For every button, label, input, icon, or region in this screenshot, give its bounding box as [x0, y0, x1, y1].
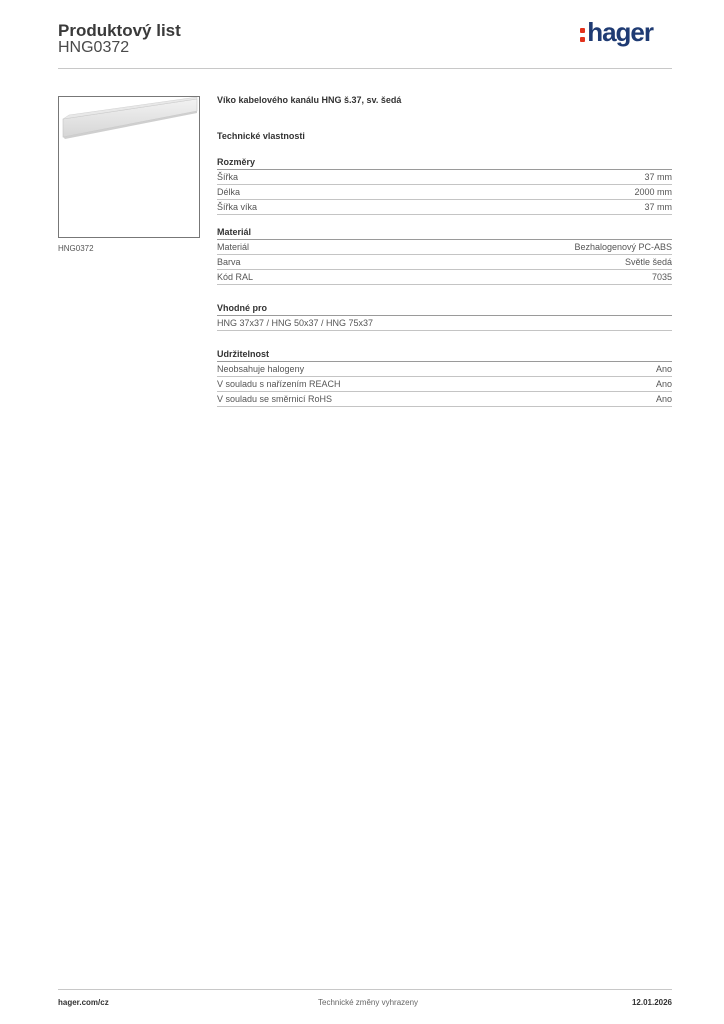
footer-date: 12.01.2026 — [631, 998, 672, 1007]
section-title: Rozměry — [217, 157, 672, 170]
product-image — [58, 96, 200, 238]
spec-value: Ano — [655, 394, 672, 404]
spec-value: 37 mm — [644, 202, 672, 212]
section-material — [217, 227, 672, 285]
spec-label: HNG 37x37 / HNG 50x37 / HNG 75x37 — [217, 318, 374, 328]
footer-divider — [58, 989, 672, 990]
hager-logo[interactable] — [580, 18, 653, 46]
section-title: Vhodné pro — [217, 303, 672, 316]
spec-value: Bezhalogenový PC-ABS — [574, 242, 672, 252]
spec-value: Ano — [655, 379, 672, 389]
product-code: HNG0372 — [58, 39, 130, 56]
spec-label: Barva — [217, 257, 241, 267]
spec-label: V souladu se směrnicí RoHS — [217, 394, 333, 404]
spec-value: Ano — [655, 364, 672, 374]
spec-label: Materiál — [217, 242, 250, 252]
section-sustainability — [217, 349, 672, 407]
spec-row — [217, 185, 672, 200]
spec-row — [217, 240, 672, 255]
section-title: Materiál — [217, 227, 672, 240]
spec-content — [217, 95, 672, 407]
spec-label: Šířka víka — [217, 202, 258, 212]
spec-row — [217, 316, 672, 331]
spec-value: 2000 mm — [634, 187, 672, 197]
spec-row — [217, 392, 672, 407]
spec-value: 7035 — [651, 272, 672, 282]
spec-value: 37 mm — [644, 172, 672, 182]
spec-row — [217, 377, 672, 392]
spec-label: Délka — [217, 187, 241, 197]
spec-row — [217, 270, 672, 285]
spec-row — [217, 362, 672, 377]
image-caption: HNG0372 — [58, 244, 94, 253]
section-suitable-for — [217, 303, 672, 331]
spec-label: Neobsahuje halogeny — [217, 364, 305, 374]
spec-row — [217, 170, 672, 185]
spec-label: V souladu s nařízením REACH — [217, 379, 341, 389]
logo-dots-icon — [580, 23, 586, 41]
spec-value: Světle šedá — [624, 257, 672, 267]
footer-notice: Technické změny vyhrazeny — [318, 998, 419, 1007]
section-title: Udržitelnost — [217, 349, 672, 362]
spec-row — [217, 255, 672, 270]
spec-label: Šířka — [217, 172, 239, 182]
section-dimensions — [217, 157, 672, 215]
footer-website-link[interactable]: hager.com/cz — [58, 998, 109, 1007]
header-divider — [58, 68, 672, 69]
logo-text: hager — [587, 17, 653, 47]
cable-cover-illustration — [59, 97, 199, 237]
page-title: Produktový list — [58, 21, 181, 40]
product-title: Víko kabelového kanálu HNG š.37, sv. šedá — [217, 95, 402, 105]
spec-label: Kód RAL — [217, 272, 254, 282]
spec-row — [217, 200, 672, 215]
tech-heading: Technické vlastnosti — [217, 131, 305, 141]
